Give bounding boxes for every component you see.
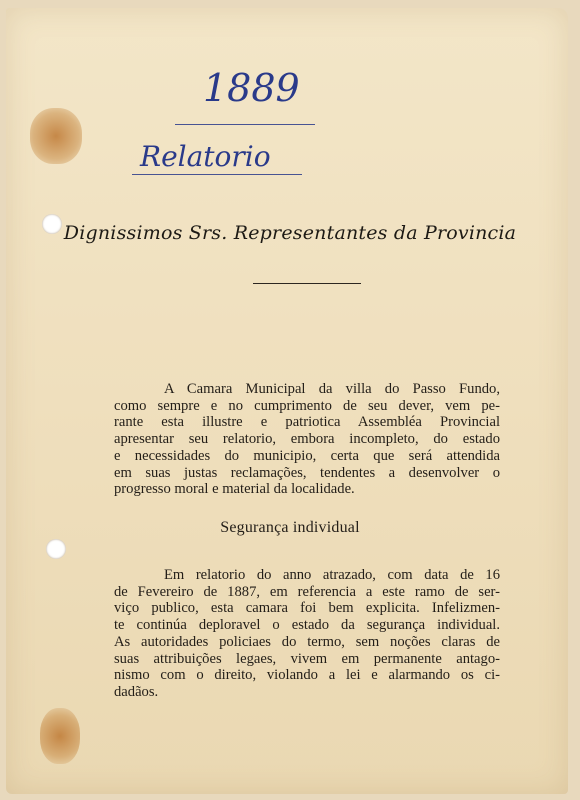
paper-stain-top bbox=[30, 108, 82, 164]
intro-line: em suas justas reclamações, tendentes a desenvolver o bbox=[114, 464, 500, 481]
section-line: viço publico, esta camara foi bem explicita. Infelizmen- bbox=[114, 600, 500, 617]
section-line: de Fevereiro de 1887, em referencia a este ramo de ser- bbox=[114, 583, 500, 600]
punch-hole-bottom bbox=[46, 539, 66, 559]
section-title: Segurança individual bbox=[220, 519, 360, 536]
section-line: suas attribuições legaes, vivem em permanente antago- bbox=[114, 650, 500, 667]
handwritten-note-underline bbox=[132, 174, 302, 175]
intro-line: rante esta illustre e patriotica Assembléa Provincial bbox=[114, 414, 500, 431]
section-paragraph bbox=[114, 567, 500, 701]
section-line: dadãos. bbox=[114, 683, 159, 700]
handwritten-note: Relatorio bbox=[140, 140, 271, 173]
intro-line: A Camara Municipal da villa do Passo Fundo, bbox=[164, 381, 500, 397]
intro-line: progresso moral e material da localidade. bbox=[114, 481, 355, 498]
intro-line: como sempre e no cumprimento de seu dever, vem pe- bbox=[114, 397, 500, 414]
section-line: As autoridades policiaes do termo, sem noções claras de bbox=[114, 633, 500, 650]
paper-stain-bottom bbox=[40, 708, 80, 764]
section-line: Em relatorio do anno atrazado, com data de 16 bbox=[164, 567, 500, 583]
handwritten-year-underline bbox=[175, 124, 315, 125]
handwritten-year: 1889 bbox=[203, 66, 300, 110]
section-line: te continúa deploravel o estado da segurança individual. bbox=[114, 617, 500, 634]
heading-rule bbox=[253, 283, 361, 284]
intro-line: e necessidades do municipio, certa que será attendida bbox=[114, 447, 500, 464]
intro-line: apresentar seu relatorio, embora incompleto, do estado bbox=[114, 431, 500, 448]
intro-paragraph bbox=[114, 381, 500, 498]
salutation-heading: Dignissimos Srs. Representantes da Provincia bbox=[63, 222, 517, 244]
section-line: nismo com o direito, violando a lei e alarmando os ci- bbox=[114, 667, 500, 684]
